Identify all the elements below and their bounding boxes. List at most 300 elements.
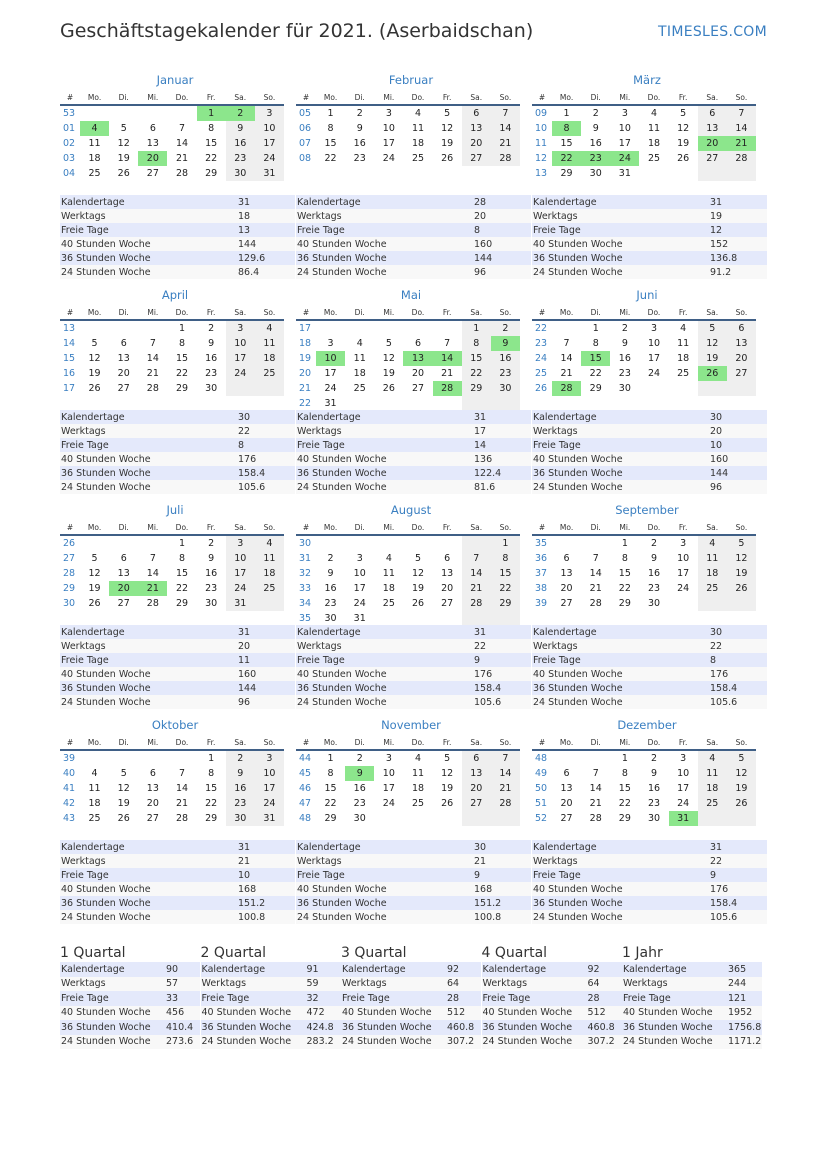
day-cell[interactable]: 31 <box>255 811 284 826</box>
day-cell[interactable]: 4 <box>255 535 284 551</box>
day-cell[interactable]: 28 <box>589 598 602 609</box>
day-cell[interactable]: 23 <box>205 583 218 594</box>
day-cell[interactable]: 28 <box>552 381 581 396</box>
day-cell[interactable]: 11 <box>382 568 395 579</box>
day-cell[interactable]: 16 <box>353 138 366 149</box>
day-cell[interactable]: 31 <box>669 811 698 826</box>
day-cell[interactable]: 23 <box>647 798 661 809</box>
day-cell[interactable]: 16 <box>205 568 218 579</box>
day-cell[interactable]: 16 <box>647 568 661 579</box>
day-cell[interactable]: 21 <box>175 153 189 164</box>
day-cell[interactable]: 7 <box>149 338 156 349</box>
day-cell[interactable]: 11 <box>698 551 727 566</box>
day-cell[interactable]: 3 <box>650 323 658 334</box>
day-cell[interactable]: 14 <box>433 351 462 366</box>
day-cell[interactable]: 23 <box>353 798 366 809</box>
day-cell[interactable]: 18 <box>88 153 101 164</box>
day-cell[interactable]: 2 <box>208 538 215 549</box>
day-cell[interactable]: 11 <box>255 551 284 566</box>
day-cell[interactable]: 18 <box>255 566 284 581</box>
day-cell[interactable]: 26 <box>698 366 727 381</box>
day-cell[interactable]: 1 <box>592 323 599 334</box>
day-cell[interactable]: 28 <box>433 381 462 396</box>
day-cell[interactable]: 12 <box>117 783 130 794</box>
day-cell[interactable]: 15 <box>324 783 337 794</box>
day-cell[interactable]: 15 <box>205 138 218 149</box>
day-cell[interactable]: 14 <box>462 566 491 581</box>
day-cell[interactable]: 18 <box>698 781 727 796</box>
day-cell[interactable]: 24 <box>382 798 395 809</box>
day-cell[interactable]: 3 <box>226 535 255 551</box>
day-cell[interactable]: 25 <box>677 368 690 379</box>
day-cell[interactable]: 13 <box>560 568 573 579</box>
day-cell[interactable]: 17 <box>677 783 690 794</box>
day-cell[interactable]: 21 <box>175 798 189 809</box>
day-cell[interactable]: 29 <box>175 383 189 394</box>
day-cell[interactable]: 1 <box>327 108 334 119</box>
day-cell[interactable]: 17 <box>226 566 255 581</box>
day-cell[interactable]: 5 <box>698 320 727 336</box>
day-cell[interactable]: 25 <box>698 796 727 811</box>
day-cell[interactable]: 28 <box>589 813 602 824</box>
day-cell[interactable]: 26 <box>411 598 425 609</box>
day-cell[interactable]: 13 <box>462 766 491 781</box>
day-cell[interactable]: 20 <box>462 781 491 796</box>
day-cell[interactable]: 31 <box>255 166 284 181</box>
day-cell[interactable]: 22 <box>618 583 631 594</box>
day-cell[interactable]: 10 <box>353 568 366 579</box>
day-cell[interactable]: 29 <box>324 813 337 824</box>
day-cell[interactable]: 15 <box>491 566 520 581</box>
day-cell[interactable]: 20 <box>698 136 727 151</box>
day-cell[interactable]: 23 <box>205 368 218 379</box>
day-cell[interactable]: 11 <box>255 336 284 351</box>
day-cell[interactable]: 9 <box>226 121 255 136</box>
day-cell[interactable]: 18 <box>411 138 425 149</box>
day-cell[interactable]: 4 <box>385 553 392 564</box>
day-cell[interactable]: 7 <box>491 750 520 766</box>
day-cell[interactable]: 8 <box>327 123 334 134</box>
day-cell[interactable]: 29 <box>205 168 218 179</box>
day-cell[interactable]: 26 <box>441 798 454 809</box>
day-cell[interactable]: 24 <box>324 383 337 394</box>
day-cell[interactable]: 17 <box>255 136 284 151</box>
day-cell[interactable]: 5 <box>727 535 756 551</box>
day-cell[interactable]: 9 <box>345 766 374 781</box>
day-cell[interactable]: 19 <box>117 153 130 164</box>
day-cell[interactable]: 15 <box>560 138 573 149</box>
day-cell[interactable]: 6 <box>563 768 570 779</box>
day-cell[interactable]: 17 <box>382 138 395 149</box>
day-cell[interactable]: 11 <box>698 766 727 781</box>
day-cell[interactable]: 21 <box>146 368 159 379</box>
day-cell[interactable]: 22 <box>324 798 337 809</box>
day-cell[interactable]: 6 <box>698 105 727 121</box>
day-cell[interactable]: 22 <box>618 798 631 809</box>
month-name[interactable]: August <box>390 503 432 517</box>
day-cell[interactable]: 7 <box>592 553 599 564</box>
day-cell[interactable]: 18 <box>647 138 661 149</box>
day-cell[interactable]: 9 <box>356 123 363 134</box>
day-cell[interactable]: 18 <box>677 353 690 364</box>
day-cell[interactable]: 5 <box>444 753 451 764</box>
day-cell[interactable]: 20 <box>462 136 491 151</box>
day-cell[interactable]: 26 <box>727 581 756 596</box>
day-cell[interactable]: 17 <box>647 353 661 364</box>
day-cell[interactable]: 23 <box>581 151 610 166</box>
day-cell[interactable]: 6 <box>149 123 156 134</box>
day-cell[interactable]: 4 <box>91 768 98 779</box>
day-cell[interactable]: 28 <box>462 596 491 611</box>
day-cell[interactable]: 29 <box>618 598 631 609</box>
day-cell[interactable]: 25 <box>353 383 366 394</box>
day-cell[interactable]: 13 <box>441 568 454 579</box>
day-cell[interactable]: 1 <box>327 753 334 764</box>
day-cell[interactable]: 4 <box>80 121 109 136</box>
day-cell[interactable]: 24 <box>677 798 690 809</box>
day-cell[interactable]: 19 <box>441 783 454 794</box>
day-cell[interactable]: 4 <box>650 108 658 119</box>
day-cell[interactable]: 1 <box>621 753 628 764</box>
day-cell[interactable]: 16 <box>589 138 602 149</box>
month-name[interactable]: Oktober <box>151 718 199 732</box>
day-cell[interactable]: 7 <box>149 553 156 564</box>
day-cell[interactable]: 26 <box>677 153 690 164</box>
day-cell[interactable]: 27 <box>146 168 159 179</box>
day-cell[interactable]: 15 <box>618 568 631 579</box>
day-cell[interactable]: 4 <box>698 535 727 551</box>
day-cell[interactable]: 12 <box>88 568 101 579</box>
day-cell[interactable]: 27 <box>117 598 130 609</box>
day-cell[interactable]: 16 <box>353 783 366 794</box>
day-cell[interactable]: 17 <box>324 368 337 379</box>
day-cell[interactable]: 6 <box>462 750 491 766</box>
day-cell[interactable]: 2 <box>226 750 255 766</box>
day-cell[interactable]: 8 <box>178 338 186 349</box>
day-cell[interactable]: 1 <box>197 105 226 121</box>
day-cell[interactable]: 10 <box>255 766 284 781</box>
day-cell[interactable]: 17 <box>677 568 690 579</box>
day-cell[interactable]: 8 <box>491 551 520 566</box>
day-cell[interactable]: 25 <box>698 581 727 596</box>
day-cell[interactable]: 18 <box>88 798 101 809</box>
day-cell[interactable]: 12 <box>88 353 101 364</box>
month-name[interactable]: April <box>161 288 189 302</box>
day-cell[interactable]: 10 <box>226 336 255 351</box>
day-cell[interactable]: 11 <box>677 338 690 349</box>
day-cell[interactable]: 16 <box>324 583 337 594</box>
day-cell[interactable]: 5 <box>91 553 98 564</box>
day-cell[interactable]: 25 <box>411 798 425 809</box>
day-cell[interactable]: 2 <box>491 320 520 336</box>
day-cell[interactable]: 22 <box>462 366 491 381</box>
day-cell[interactable]: 6 <box>462 105 491 121</box>
day-cell[interactable]: 5 <box>120 123 127 134</box>
day-cell[interactable]: 19 <box>88 583 101 594</box>
day-cell[interactable]: 13 <box>117 353 130 364</box>
day-cell[interactable]: 22 <box>175 368 189 379</box>
day-cell[interactable]: 5 <box>91 338 98 349</box>
day-cell[interactable]: 7 <box>444 338 451 349</box>
day-cell[interactable]: 19 <box>698 351 727 366</box>
day-cell[interactable]: 23 <box>226 796 255 811</box>
day-cell[interactable]: 6 <box>414 338 422 349</box>
day-cell[interactable]: 17 <box>618 138 631 149</box>
day-cell[interactable]: 1 <box>178 323 186 334</box>
day-cell[interactable]: 29 <box>618 813 631 824</box>
day-cell[interactable]: 19 <box>727 781 756 796</box>
day-cell[interactable]: 7 <box>491 105 520 121</box>
day-cell[interactable]: 11 <box>88 138 101 149</box>
day-cell[interactable]: 24 <box>647 368 661 379</box>
day-cell[interactable]: 8 <box>208 768 215 779</box>
day-cell[interactable]: 16 <box>205 353 218 364</box>
day-cell[interactable]: 3 <box>255 105 284 121</box>
day-cell[interactable]: 17 <box>353 583 366 594</box>
day-cell[interactable]: 24 <box>255 796 284 811</box>
day-cell[interactable]: 4 <box>255 320 284 336</box>
day-cell[interactable]: 17 <box>255 781 284 796</box>
day-cell[interactable]: 27 <box>117 383 130 394</box>
day-cell[interactable]: 25 <box>88 168 101 179</box>
day-cell[interactable]: 27 <box>146 813 159 824</box>
day-cell[interactable]: 13 <box>560 783 573 794</box>
day-cell[interactable]: 5 <box>680 108 687 119</box>
month-name[interactable]: Mai <box>400 288 422 302</box>
day-cell[interactable]: 10 <box>618 123 631 134</box>
day-cell[interactable]: 5 <box>414 553 422 564</box>
day-cell[interactable]: 14 <box>560 353 573 364</box>
day-cell[interactable]: 28 <box>727 151 756 166</box>
day-cell[interactable]: 14 <box>175 783 189 794</box>
day-cell[interactable]: 1 <box>563 108 570 119</box>
day-cell[interactable]: 24 <box>677 583 690 594</box>
day-cell[interactable]: 2 <box>621 323 628 334</box>
day-cell[interactable]: 27 <box>560 813 573 824</box>
day-cell[interactable]: 11 <box>353 353 366 364</box>
day-cell[interactable]: 30 <box>589 168 602 179</box>
day-cell[interactable]: 7 <box>178 123 186 134</box>
day-cell[interactable]: 12 <box>727 766 756 781</box>
day-cell[interactable]: 12 <box>382 353 395 364</box>
day-cell[interactable]: 22 <box>205 798 218 809</box>
day-cell[interactable]: 24 <box>382 153 395 164</box>
day-cell[interactable]: 1 <box>178 538 186 549</box>
day-cell[interactable]: 2 <box>327 553 334 564</box>
day-cell[interactable]: 6 <box>727 320 756 336</box>
day-cell[interactable]: 15 <box>618 783 631 794</box>
day-cell[interactable]: 16 <box>226 781 255 796</box>
day-cell[interactable]: 15 <box>462 351 491 366</box>
day-cell[interactable]: 28 <box>146 598 159 609</box>
day-cell[interactable]: 1 <box>208 753 215 764</box>
day-cell[interactable]: 18 <box>411 783 425 794</box>
day-cell[interactable]: 19 <box>382 368 395 379</box>
day-cell[interactable]: 5 <box>727 750 756 766</box>
day-cell[interactable]: 12 <box>698 336 727 351</box>
day-cell[interactable]: 19 <box>117 798 130 809</box>
day-cell[interactable]: 31 <box>324 398 337 409</box>
day-cell[interactable]: 10 <box>382 768 395 779</box>
day-cell[interactable]: 6 <box>563 553 570 564</box>
day-cell[interactable]: 5 <box>120 768 127 779</box>
day-cell[interactable]: 22 <box>205 153 218 164</box>
day-cell[interactable]: 10 <box>677 768 690 779</box>
day-cell[interactable]: 2 <box>650 538 658 549</box>
day-cell[interactable]: 25 <box>411 153 425 164</box>
day-cell[interactable]: 19 <box>411 583 425 594</box>
day-cell[interactable]: 13 <box>403 351 432 366</box>
day-cell[interactable]: 2 <box>356 108 363 119</box>
day-cell[interactable]: 7 <box>727 105 756 121</box>
day-cell[interactable]: 8 <box>621 768 628 779</box>
month-name[interactable]: Dezember <box>617 718 677 732</box>
month-name[interactable]: März <box>633 73 661 87</box>
day-cell[interactable]: 15 <box>581 351 610 366</box>
day-cell[interactable]: 24 <box>226 366 255 381</box>
day-cell[interactable]: 10 <box>226 551 255 566</box>
day-cell[interactable]: 8 <box>552 121 581 136</box>
day-cell[interactable]: 11 <box>88 783 101 794</box>
day-cell[interactable]: 22 <box>175 583 189 594</box>
day-cell[interactable]: 21 <box>589 583 602 594</box>
day-cell[interactable]: 24 <box>353 598 366 609</box>
day-cell[interactable]: 20 <box>138 151 167 166</box>
day-cell[interactable]: 26 <box>117 813 130 824</box>
day-cell[interactable]: 1 <box>491 535 520 551</box>
day-cell[interactable]: 19 <box>441 138 454 149</box>
day-cell[interactable]: 26 <box>88 598 101 609</box>
day-cell[interactable]: 3 <box>680 753 687 764</box>
day-cell[interactable]: 20 <box>727 351 756 366</box>
day-cell[interactable]: 8 <box>592 338 599 349</box>
day-cell[interactable]: 8 <box>178 553 186 564</box>
day-cell[interactable]: 21 <box>589 798 602 809</box>
day-cell[interactable]: 3 <box>385 753 392 764</box>
day-cell[interactable]: 15 <box>175 353 189 364</box>
day-cell[interactable]: 25 <box>382 598 395 609</box>
day-cell[interactable]: 3 <box>327 338 334 349</box>
day-cell[interactable]: 21 <box>491 136 520 151</box>
day-cell[interactable]: 17 <box>226 351 255 366</box>
day-cell[interactable]: 20 <box>560 583 573 594</box>
day-cell[interactable]: 10 <box>647 338 661 349</box>
day-cell[interactable]: 16 <box>647 783 661 794</box>
month-name[interactable]: Juni <box>636 288 658 302</box>
day-cell[interactable]: 30 <box>205 598 218 609</box>
day-cell[interactable]: 3 <box>680 538 687 549</box>
day-cell[interactable]: 29 <box>589 383 602 394</box>
day-cell[interactable]: 8 <box>621 553 628 564</box>
brand-logo[interactable]: TIMESLES.COM <box>658 24 767 40</box>
day-cell[interactable]: 6 <box>444 553 451 564</box>
day-cell[interactable]: 9 <box>327 568 334 579</box>
day-cell[interactable]: 2 <box>650 753 658 764</box>
day-cell[interactable]: 17 <box>382 783 395 794</box>
day-cell[interactable]: 9 <box>650 768 658 779</box>
day-cell[interactable]: 16 <box>226 136 255 151</box>
day-cell[interactable]: 13 <box>146 138 159 149</box>
day-cell[interactable]: 31 <box>353 613 366 624</box>
day-cell[interactable]: 30 <box>647 598 661 609</box>
day-cell[interactable]: 12 <box>411 568 425 579</box>
day-cell[interactable]: 4 <box>356 338 363 349</box>
day-cell[interactable]: 20 <box>441 583 454 594</box>
day-cell[interactable]: 12 <box>727 551 756 566</box>
day-cell[interactable]: 30 <box>226 811 255 826</box>
day-cell[interactable]: 10 <box>316 351 345 366</box>
day-cell[interactable]: 8 <box>327 768 334 779</box>
day-cell[interactable]: 1 <box>462 320 491 336</box>
day-cell[interactable]: 18 <box>353 368 366 379</box>
day-cell[interactable]: 26 <box>382 383 395 394</box>
day-cell[interactable]: 2 <box>592 108 599 119</box>
day-cell[interactable]: 27 <box>441 598 454 609</box>
day-cell[interactable]: 15 <box>175 568 189 579</box>
day-cell[interactable]: 20 <box>560 798 573 809</box>
day-cell[interactable]: 9 <box>491 336 520 351</box>
day-cell[interactable]: 25 <box>647 153 661 164</box>
day-cell[interactable]: 7 <box>563 338 570 349</box>
day-cell[interactable]: 24 <box>610 151 639 166</box>
day-cell[interactable]: 3 <box>621 108 628 119</box>
day-cell[interactable]: 30 <box>353 813 366 824</box>
day-cell[interactable]: 14 <box>146 353 159 364</box>
day-cell[interactable]: 4 <box>414 753 422 764</box>
day-cell[interactable]: 24 <box>255 151 284 166</box>
day-cell[interactable]: 25 <box>255 366 284 381</box>
day-cell[interactable]: 23 <box>353 153 366 164</box>
day-cell[interactable]: 1 <box>621 538 628 549</box>
day-cell[interactable]: 29 <box>560 168 573 179</box>
day-cell[interactable]: 18 <box>698 566 727 581</box>
day-cell[interactable]: 10 <box>677 553 690 564</box>
day-cell[interactable]: 29 <box>175 598 189 609</box>
day-cell[interactable]: 23 <box>491 366 520 381</box>
day-cell[interactable]: 29 <box>491 596 520 611</box>
day-cell[interactable]: 30 <box>491 381 520 396</box>
day-cell[interactable]: 18 <box>255 351 284 366</box>
day-cell[interactable]: 5 <box>385 338 392 349</box>
day-cell[interactable]: 30 <box>324 613 337 624</box>
day-cell[interactable]: 9 <box>226 766 255 781</box>
day-cell[interactable]: 29 <box>205 813 218 824</box>
day-cell[interactable]: 25 <box>88 813 101 824</box>
day-cell[interactable]: 13 <box>698 121 727 136</box>
day-cell[interactable]: 3 <box>356 553 363 564</box>
day-cell[interactable]: 21 <box>462 581 491 596</box>
day-cell[interactable]: 26 <box>441 153 454 164</box>
day-cell[interactable]: 4 <box>698 750 727 766</box>
day-cell[interactable]: 28 <box>491 151 520 166</box>
day-cell[interactable]: 14 <box>589 568 602 579</box>
day-cell[interactable]: 12 <box>441 123 454 134</box>
day-cell[interactable]: 27 <box>462 796 491 811</box>
day-cell[interactable]: 10 <box>382 123 395 134</box>
day-cell[interactable]: 6 <box>149 768 156 779</box>
day-cell[interactable]: 30 <box>618 383 631 394</box>
day-cell[interactable]: 28 <box>146 383 159 394</box>
day-cell[interactable]: 8 <box>208 123 215 134</box>
day-cell[interactable]: 2 <box>226 105 255 121</box>
day-cell[interactable]: 21 <box>441 368 454 379</box>
day-cell[interactable]: 31 <box>226 596 255 611</box>
day-cell[interactable]: 3 <box>226 320 255 336</box>
day-cell[interactable]: 9 <box>592 123 599 134</box>
day-cell[interactable]: 20 <box>146 798 159 809</box>
day-cell[interactable]: 6 <box>120 553 127 564</box>
day-cell[interactable]: 23 <box>618 368 631 379</box>
